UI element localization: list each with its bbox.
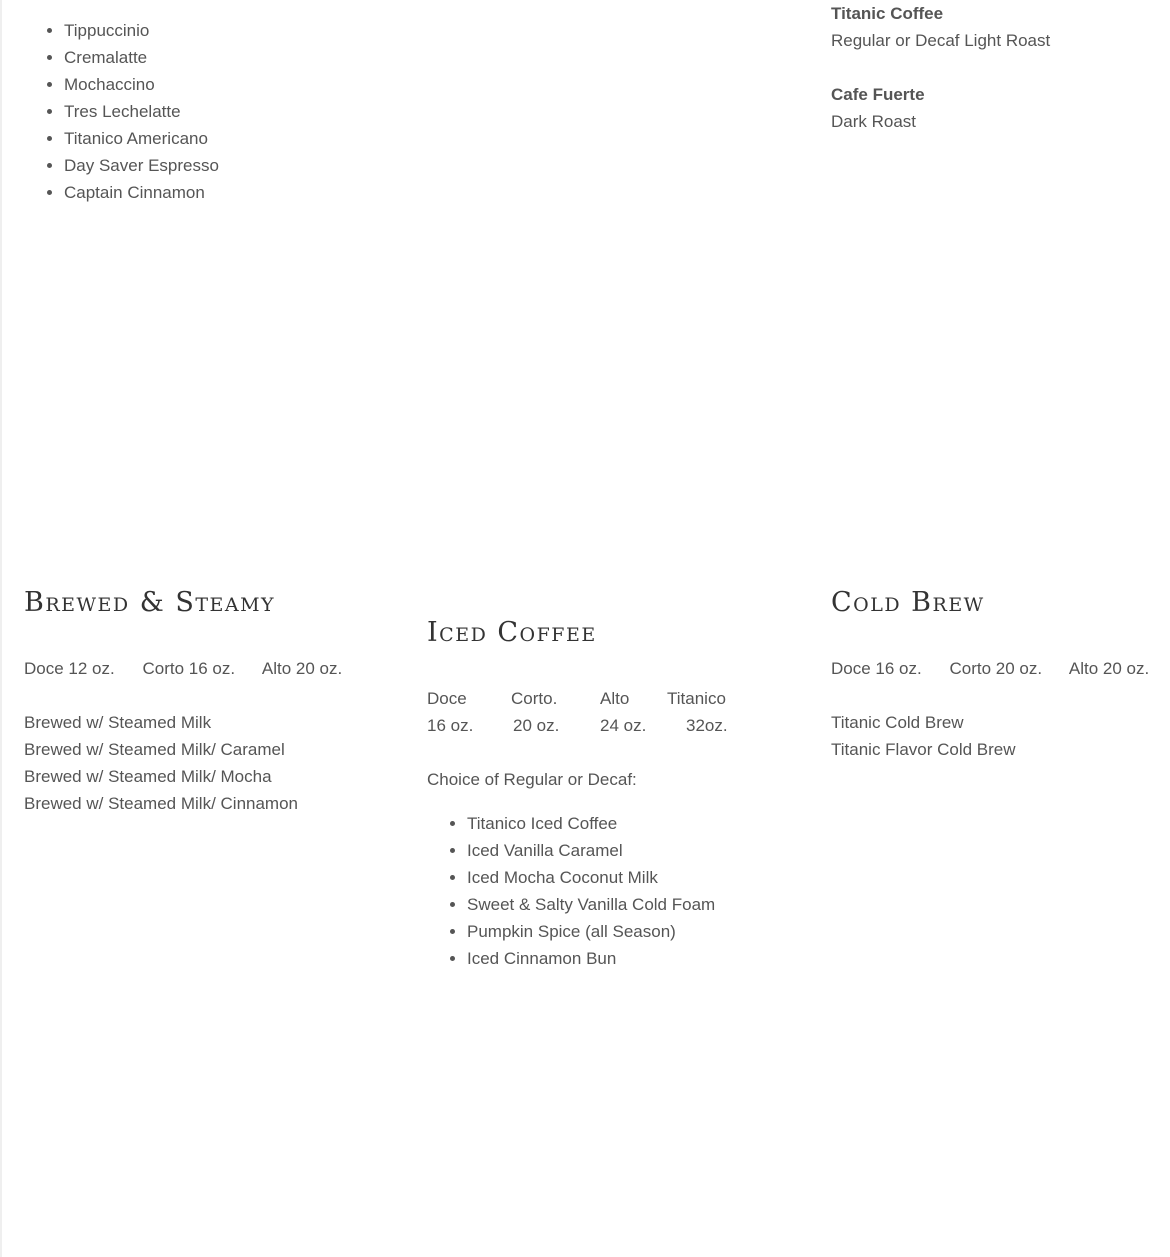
list-item: • Titanico Iced Coffee: [467, 810, 787, 837]
size-label: Corto 16 oz.: [142, 659, 236, 678]
roasts-block: [831, 0, 1161, 135]
size-oz: 16 oz.: [427, 716, 474, 735]
size-grid: [427, 685, 737, 739]
size-label: Alto 20 oz.: [261, 659, 343, 678]
section-title: Iced Coffee: [427, 617, 597, 648]
roast-description: Dark Roast: [831, 112, 917, 131]
spacer: [831, 54, 1161, 81]
size-name: Corto.: [511, 689, 558, 708]
list-item: • Iced Vanilla Caramel: [467, 837, 787, 864]
size-label: Corto 20 oz.: [949, 659, 1043, 678]
iced-drinks-list: [427, 810, 787, 972]
list-item: • Tres Lechelatte: [64, 98, 219, 125]
iced-coffee-section: [427, 616, 787, 972]
spacer: [24, 682, 384, 709]
size-name: Doce: [427, 689, 467, 708]
section-title: Cold Brew: [831, 587, 985, 618]
menu-item: Titanic Cold Brew: [831, 713, 964, 732]
size-row: [831, 655, 1170, 682]
menu-item: Titanic Flavor Cold Brew: [831, 740, 1016, 759]
page-left-border: [0, 0, 2, 1257]
list-item: • Sweet & Salty Vanilla Cold Foam: [467, 891, 787, 918]
size-name: Alto: [600, 689, 630, 708]
roast-name: Cafe Fuerte: [831, 85, 925, 104]
menu-item: Brewed w/ Steamed Milk/ Caramel: [24, 740, 285, 759]
list-item: • Iced Cinnamon Bun: [467, 945, 787, 972]
list-item: • Day Saver Espresso: [64, 152, 219, 179]
iced-drinks-list-container: [427, 810, 787, 972]
spacer: [427, 739, 787, 766]
roast-name: Titanic Coffee: [831, 4, 944, 23]
spacer: [831, 682, 1170, 709]
cold-brew-section: [831, 586, 1170, 763]
menu-item: Brewed w/ Steamed Milk/ Cinnamon: [24, 794, 299, 813]
espresso-drinks-list: [24, 17, 219, 206]
size-oz: 24 oz.: [600, 716, 647, 735]
section-title: Brewed & Steamy: [24, 587, 276, 618]
brewed-steamy-section: [24, 586, 384, 817]
size-oz: 32oz.: [686, 716, 728, 735]
choice-text: Choice of Regular or Decaf:: [427, 770, 637, 789]
size-name: Titanico: [667, 689, 726, 708]
menu-item: Brewed w/ Steamed Milk/ Mocha: [24, 767, 272, 786]
list-item: • Titanico Americano: [64, 125, 219, 152]
size-row: [24, 655, 384, 682]
size-label: Doce 12 oz.: [24, 659, 115, 678]
size-label: Alto 20 oz.: [1068, 659, 1150, 678]
list-item: • Mochaccino: [64, 71, 219, 98]
menu-item: Brewed w/ Steamed Milk: [24, 713, 212, 732]
list-item: • Captain Cinnamon: [64, 179, 219, 206]
size-label: Doce 16 oz.: [831, 659, 922, 678]
roast-description: Regular or Decaf Light Roast: [831, 31, 1051, 50]
list-item: • Tippuccinio: [64, 17, 219, 44]
list-item: • Pumpkin Spice (all Season): [467, 918, 787, 945]
size-oz: 20 oz.: [513, 716, 560, 735]
espresso-drinks-list-container: [24, 17, 219, 206]
list-item: • Iced Mocha Coconut Milk: [467, 864, 787, 891]
list-item: • Cremalatte: [64, 44, 219, 71]
